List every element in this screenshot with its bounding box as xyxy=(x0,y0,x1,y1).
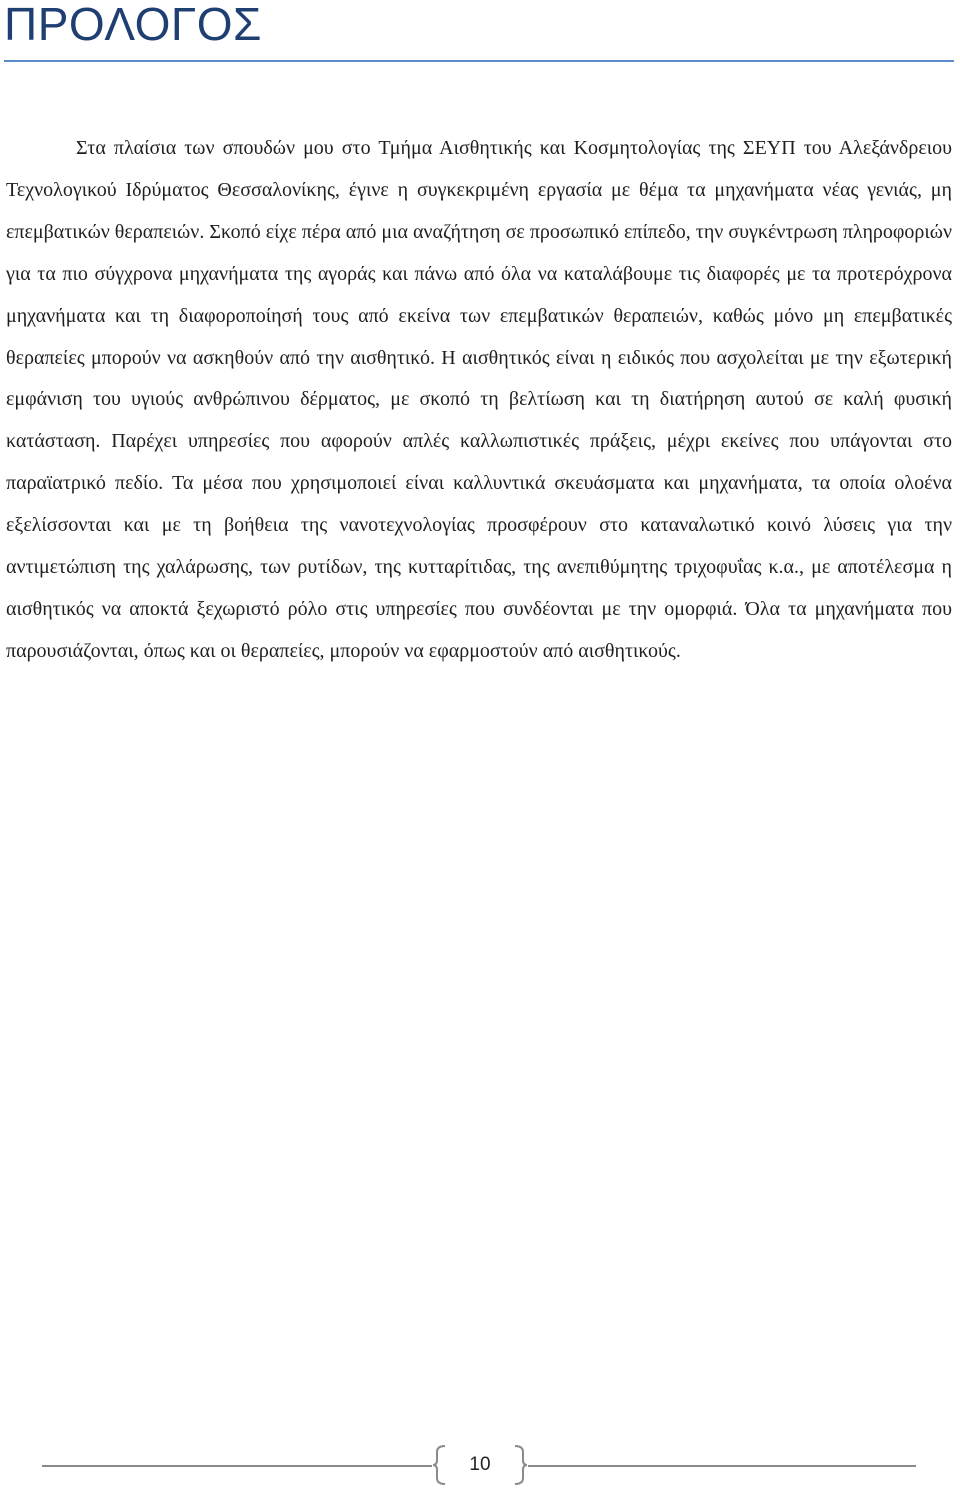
page-title: ΠΡΟΛΟΓΟΣ xyxy=(4,0,262,50)
title-underline xyxy=(4,60,954,62)
preface-paragraph: Στα πλαίσια των σπουδών μου στο Τμήμα Αισθητικής και Κοσμητολογίας της ΣΕΥΠ του Αλεξάνδρειου Τεχνολογικού Ιδρύματος Θεσσαλονίκης, έγινε η συγκεκριμένη εργασία με θέμα τα μηχανήματα νέας γενιάς, μη επεμβατικών θεραπειών. Σκοπό είχε πέρα από μια αναζήτηση σε προσωπικό επίπεδο, την συγκέντρωση πληροφοριών για τα πιο σύγχρονα μηχανήματα της αγοράς και πάνω από όλα να καταλάβουμε τις διαφορές με τα προτερόχρονα μηχανήματα και τη διαφοροποίησή τους από εκείνα των επεμβατικών θεραπειών, καθώς μόνο μη επεμβατικές θεραπείες μπορούν να ασκηθούν από την αισθητικό. Η αισθητικός είναι η ειδικός που ασχολείται με την εξωτερική εμφάνιση του υγιούς ανθρώπινου δέρματος, με σκοπό τη βελτίωση και τη διατήρηση αυτού σε καλή φυσική κατάσταση. Παρέχει υπηρεσίες που αφορούν απλές καλλωπιστικές πράξεις, μέχρι εκείνες που υπάγονται στο παραϊατρικό πεδίο. Τα μέσα που χρησιμοποιεί είναι καλλυντικά σκευάσματα και μηχανήματα, τα οποία ολοένα εξελίσσονται και με τη βοήθεια της νανοτεχνολογίας προσφέρουν στο καταναλωτικό κοινό λύσεις για την αντιμετώπιση της χαλάρωσης, των ρυτίδων, της κυτταρίτιδας, της ανεπιθύμητης τριχοφυΐας κ.α., με αποτέλεσμα η αισθητικός να αποκτά ξεχωριστό ρόλο στις υπηρεσίες που συνδέονται με την ομορφιά. Όλα τα μηχανήματα που παρουσιάζονται, όπως και οι θεραπείες, μπορούν να εφαρμοστούν από αισθητικούς. xyxy=(6,137,952,662)
page-number: 10 xyxy=(469,1454,491,1475)
page-footer xyxy=(0,1440,960,1490)
footer-line-right xyxy=(528,1465,916,1467)
right-brace-icon xyxy=(512,1444,528,1486)
left-brace-icon xyxy=(432,1444,448,1486)
footer-line-left xyxy=(42,1465,432,1467)
